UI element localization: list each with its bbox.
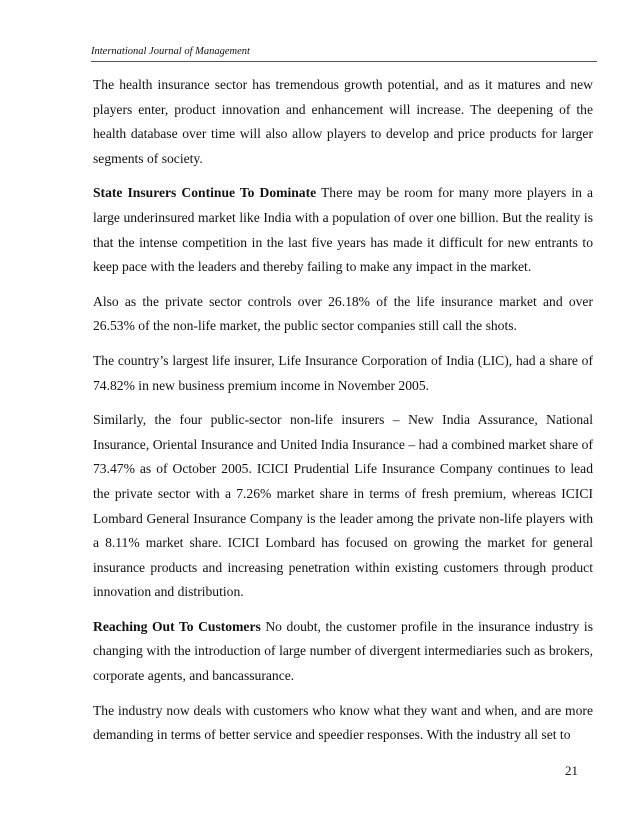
section-heading-state-insurers: State Insurers Continue To Dominate <box>93 185 317 201</box>
paragraph-private-sector-share <box>93 290 593 339</box>
paragraph-text: Similarly, the four public-sector non-life insurers – New India Assurance, National Insurance, Oriental Insurance and United India Insurance – had a combined market share of 73.47% as of October 2005. ICICI Prudential Life Insurance Company continues to lead the private sector with a 7.26% market share in terms of fresh premium, whereas ICICI Lombard General Insurance Company is the leader among the private non-life players with a 8.11% market share. ICICI Lombard has focused on growing the market for general insurance products and increasing penetration within existing customers through product innovation and distribution. <box>93 412 593 600</box>
paragraph-text: The industry now deals with customers who know what they want and when, and are more demanding in terms of better service and speedier responses. With the industry all set to <box>93 702 593 743</box>
paragraph-health-growth <box>93 73 593 171</box>
paragraph-text: Also as the private sector controls over 26.18% of the life insurance market and over 26.53% of the non-life market, the public sector companies still call the shots. <box>93 293 593 334</box>
paragraph-customer-demands <box>93 699 593 748</box>
section-heading-reaching-customers: Reaching Out To Customers <box>93 618 261 634</box>
paragraph-state-insurers <box>93 181 593 279</box>
paragraph-reaching-customers <box>93 615 593 689</box>
paragraph-text: No doubt, the customer profile in the insurance industry is changing with the introduction of large number of divergent intermediaries such as brokers, corporate agents, and bancassurance. <box>93 618 593 684</box>
page-number: 21 <box>565 763 578 778</box>
paragraph-lic-share <box>93 349 593 398</box>
paragraph-text: The health insurance sector has tremendous growth potential, and as it matures and new players enter, product innovation and enhancement will increase. The deepening of the health database over time will also allow players to develop and price products for larger segments of society. <box>93 77 593 166</box>
paragraph-text: There may be room for many more players in a large underinsured market like India with a population of over one billion. But the reality is that the intense competition in the last five years has made it difficult for new entrants to keep pace with the leaders and thereby failing to make any impact in the market. <box>93 185 593 275</box>
journal-title: International Journal of Management <box>91 46 250 57</box>
article-body <box>93 73 593 758</box>
paragraph-public-non-life <box>93 408 593 605</box>
paragraph-text: The country’s largest life insurer, Life Insurance Corporation of India (LIC), had a share of 74.82% in new business premium income in November 2005. <box>93 352 593 393</box>
journal-header <box>91 45 597 62</box>
